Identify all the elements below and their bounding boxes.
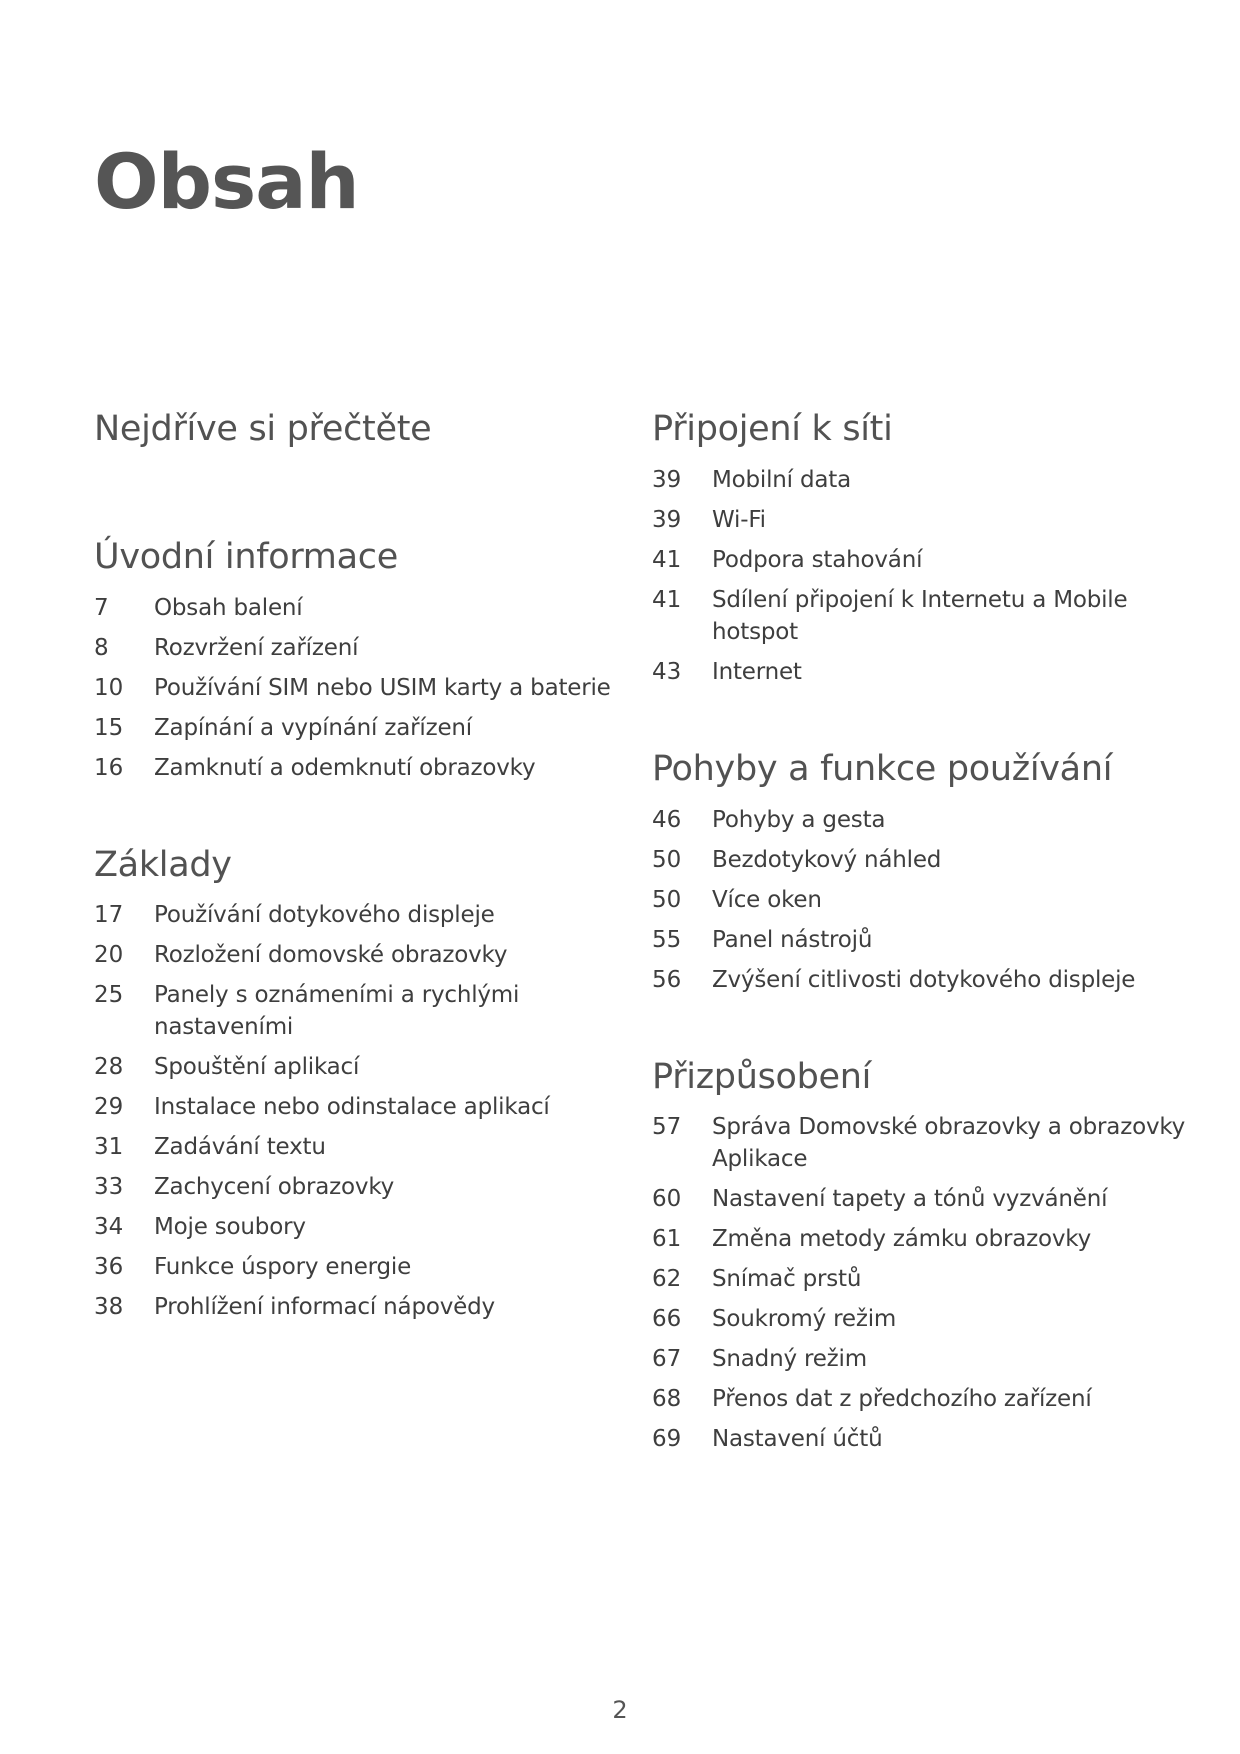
toc-entry[interactable] xyxy=(94,1171,614,1203)
toc-entry[interactable] xyxy=(94,1051,614,1083)
toc-entry-title: Sdílení připojení k Internetu a Mobile hotspot xyxy=(712,586,1128,645)
toc-entry-title: Instalace nebo odinstalace aplikací xyxy=(154,1094,550,1121)
section-title[interactable]: Základy xyxy=(94,844,232,885)
toc-entry[interactable] xyxy=(652,1343,1212,1375)
toc-entry-page-number: 69 xyxy=(652,1426,682,1453)
toc-entry-page-number: 10 xyxy=(94,674,124,701)
toc-entry[interactable] xyxy=(94,712,614,744)
toc-section-nejdrive-si-prectete xyxy=(94,408,614,452)
toc-entry-page-number: 56 xyxy=(652,966,682,993)
toc-entry-title: Změna metody zámku obrazovky xyxy=(712,1226,1092,1253)
toc-entry-page-number: 36 xyxy=(94,1254,124,1281)
toc-entry[interactable] xyxy=(652,804,1212,836)
toc-entry[interactable] xyxy=(652,1111,1212,1175)
toc-section-prizpusobeni xyxy=(652,1056,1212,1456)
toc-entry-page-number: 41 xyxy=(652,546,682,573)
toc-entry-title: Funkce úspory energie xyxy=(154,1254,412,1281)
toc-left-column xyxy=(94,408,614,1383)
toc-entry-page-number: 29 xyxy=(94,1094,124,1121)
toc-entry-page-number: 41 xyxy=(652,586,682,613)
toc-entry-page-number: 17 xyxy=(94,902,124,929)
toc-entry[interactable] xyxy=(652,584,1212,648)
toc-entry-page-number: 46 xyxy=(652,806,682,833)
toc-entry[interactable] xyxy=(652,884,1212,916)
toc-entry[interactable] xyxy=(652,504,1212,536)
toc-entry-title: Nastavení tapety a tónů vyzvánění xyxy=(712,1186,1108,1213)
toc-entry[interactable] xyxy=(94,1251,614,1283)
toc-entry-title: Správa Domovské obrazovky a obrazovky Aplikace xyxy=(712,1114,1186,1173)
toc-entry[interactable] xyxy=(652,544,1212,576)
toc-entry-page-number: 39 xyxy=(652,466,682,493)
toc-entry-page-number: 16 xyxy=(94,754,124,781)
toc-entry[interactable] xyxy=(94,1091,614,1123)
toc-entry[interactable] xyxy=(652,844,1212,876)
toc-entry-page-number: 38 xyxy=(94,1294,124,1321)
toc-entry-page-number: 15 xyxy=(94,714,124,741)
toc-section-pohyby-a-funkce-pouzivani xyxy=(652,748,1212,996)
toc-entry-page-number: 50 xyxy=(652,886,682,913)
toc-entry-title: Rozložení domovské obrazovky xyxy=(154,942,508,969)
toc-entry-page-number: 33 xyxy=(94,1174,124,1201)
toc-entry-list xyxy=(652,804,1212,996)
toc-entry-title: Snadný režim xyxy=(712,1346,867,1373)
toc-entry-title: Používání dotykového displeje xyxy=(154,902,495,929)
toc-entry-title: Prohlížení informací nápovědy xyxy=(154,1294,495,1321)
toc-entry-page-number: 39 xyxy=(652,506,682,533)
toc-entry-title: Zvýšení citlivosti dotykového displeje xyxy=(712,966,1136,993)
toc-entry[interactable] xyxy=(652,964,1212,996)
toc-entry-page-number: 7 xyxy=(94,594,109,621)
toc-entry[interactable] xyxy=(94,939,614,971)
section-title[interactable]: Připojení k síti xyxy=(652,409,893,449)
toc-right-column xyxy=(652,408,1212,1515)
toc-entry-page-number: 57 xyxy=(652,1114,682,1141)
toc-entry-page-number: 55 xyxy=(652,926,682,953)
toc-entry-title: Zapínání a vypínání zařízení xyxy=(154,714,472,741)
toc-entry-title: Internet xyxy=(712,658,802,685)
toc-entry-title: Spouštění aplikací xyxy=(154,1054,360,1081)
toc-entry[interactable] xyxy=(652,656,1212,688)
toc-entry-page-number: 68 xyxy=(652,1386,682,1413)
toc-entry-page-number: 20 xyxy=(94,942,124,969)
section-title[interactable]: Přizpůsobení xyxy=(652,1056,872,1097)
toc-entry[interactable] xyxy=(94,1211,614,1243)
toc-entry[interactable] xyxy=(652,1223,1212,1255)
section-title[interactable]: Úvodní informace xyxy=(94,536,398,577)
toc-entry-title: Nastavení účtů xyxy=(712,1426,883,1453)
toc-entry-title: Zadávání textu xyxy=(154,1134,326,1161)
toc-entry-page-number: 43 xyxy=(652,658,682,685)
toc-entry-page-number: 28 xyxy=(94,1054,124,1081)
toc-section-uvodni-informace xyxy=(94,536,614,784)
toc-entry-title: Rozvržení zařízení xyxy=(154,634,359,661)
toc-entry-title: Panel nástrojů xyxy=(712,926,873,953)
toc-entry[interactable] xyxy=(652,1383,1212,1415)
toc-entry-list xyxy=(94,899,614,1323)
toc-entry-page-number: 31 xyxy=(94,1134,124,1161)
toc-entry-list xyxy=(652,1111,1212,1455)
toc-entry-page-number: 8 xyxy=(94,634,109,661)
toc-entry[interactable] xyxy=(652,924,1212,956)
toc-entry[interactable] xyxy=(652,1183,1212,1215)
toc-entry-title: Více oken xyxy=(712,886,822,913)
toc-entry[interactable] xyxy=(94,632,614,664)
toc-entry[interactable] xyxy=(94,1131,614,1163)
toc-entry-title: Bezdotykový náhled xyxy=(712,846,942,873)
section-title[interactable]: Pohyby a funkce používání xyxy=(652,748,1113,789)
toc-section-pripojeni-k-siti xyxy=(652,408,1212,688)
toc-entry-page-number: 67 xyxy=(652,1346,682,1373)
toc-entry[interactable] xyxy=(652,1423,1212,1455)
toc-entry-page-number: 50 xyxy=(652,846,682,873)
toc-entry-title: Obsah balení xyxy=(154,594,303,621)
toc-entry[interactable] xyxy=(94,979,614,1043)
page-title: Obsah xyxy=(94,137,359,226)
toc-entry-title: Zamknutí a odemknutí obrazovky xyxy=(154,754,536,781)
toc-entry-page-number: 66 xyxy=(652,1306,682,1333)
toc-entry-page-number: 25 xyxy=(94,982,124,1009)
toc-entry[interactable] xyxy=(652,1303,1212,1335)
toc-entry-title: Soukromý režim xyxy=(712,1306,897,1333)
toc-entry-list xyxy=(94,592,614,784)
toc-entry[interactable] xyxy=(652,1263,1212,1295)
toc-entry-page-number: 34 xyxy=(94,1214,124,1241)
toc-entry-title: Moje soubory xyxy=(154,1214,306,1241)
section-title[interactable]: Nejdříve si přečtěte xyxy=(94,409,432,449)
toc-entry-title: Mobilní data xyxy=(712,466,851,493)
toc-entry[interactable] xyxy=(94,592,614,624)
toc-entry[interactable] xyxy=(94,1291,614,1323)
toc-entry-title: Používání SIM nebo USIM karty a baterie xyxy=(154,674,611,701)
toc-entry-title: Pohyby a gesta xyxy=(712,806,886,833)
toc-entry-title: Přenos dat z předchozího zařízení xyxy=(712,1386,1092,1413)
toc-entry-title: Zachycení obrazovky xyxy=(154,1174,395,1201)
toc-entry[interactable] xyxy=(94,899,614,931)
page-number: 2 xyxy=(612,1696,628,1724)
toc-entry-page-number: 60 xyxy=(652,1186,682,1213)
toc-entry[interactable] xyxy=(94,672,614,704)
toc-entry-title: Podpora stahování xyxy=(712,546,923,573)
toc-entry-title: Snímač prstů xyxy=(712,1266,862,1293)
toc-entry-page-number: 62 xyxy=(652,1266,682,1293)
toc-entry-list xyxy=(652,464,1212,688)
toc-entry-page-number: 61 xyxy=(652,1226,682,1253)
toc-entry-title: Panely s oznámeními a rychlými nastaveními xyxy=(154,982,520,1041)
toc-entry[interactable] xyxy=(94,752,614,784)
toc-section-zaklady xyxy=(94,844,614,1324)
toc-entry[interactable] xyxy=(652,464,1212,496)
toc-entry-title: Wi-Fi xyxy=(712,506,766,533)
